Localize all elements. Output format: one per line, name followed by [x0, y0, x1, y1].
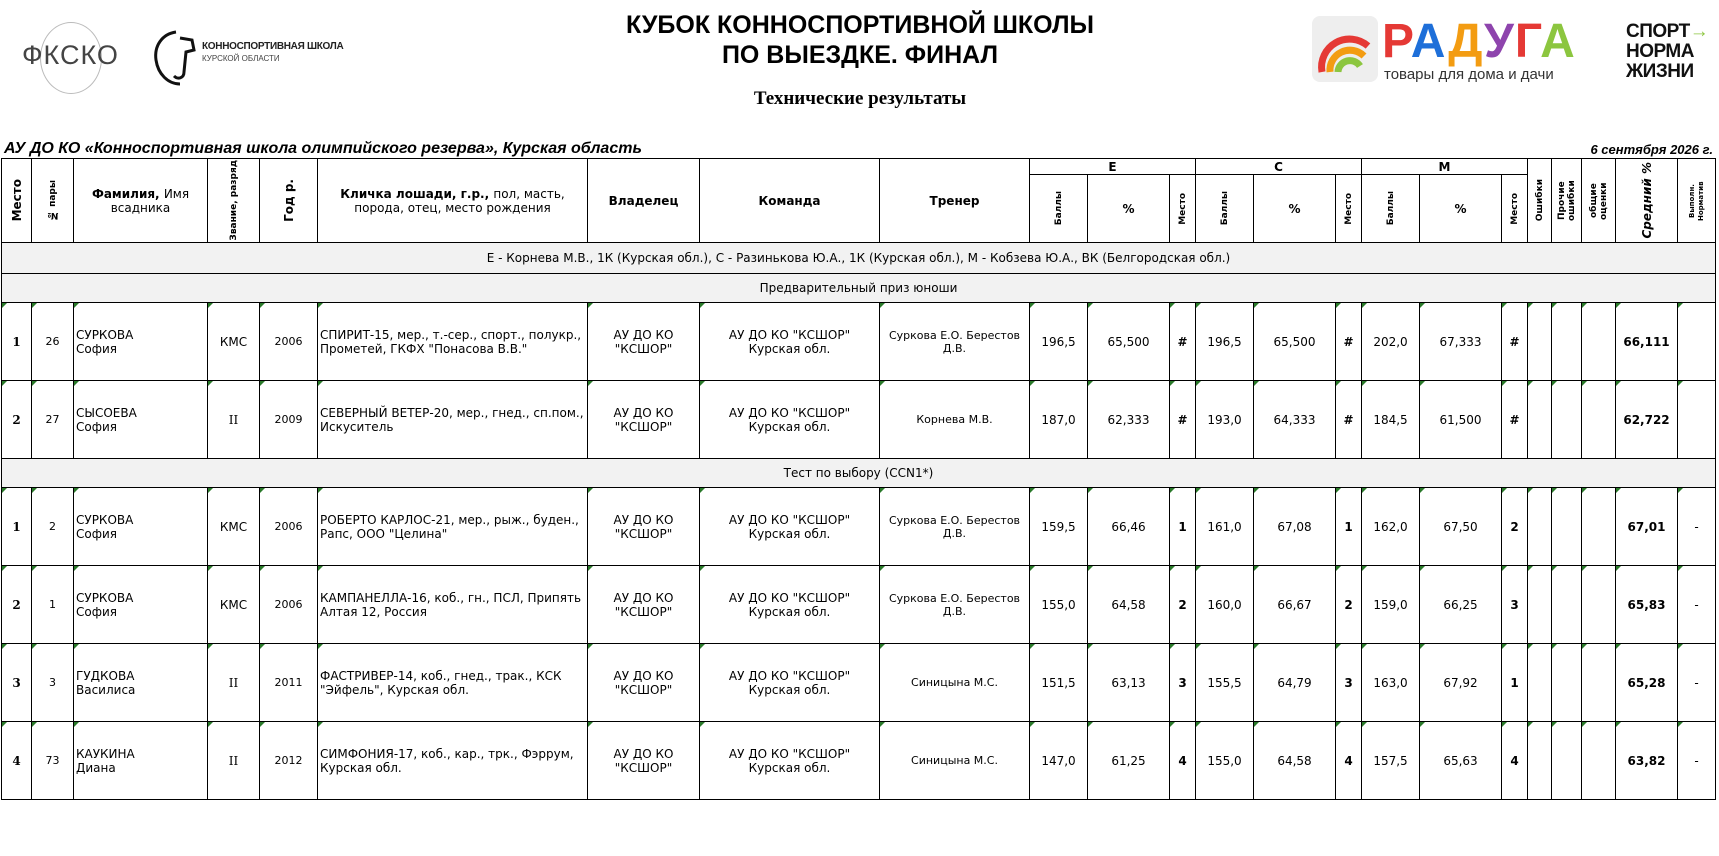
cell-team: АУ ДО КО "КСШОР" Курская обл.: [700, 644, 880, 722]
raduga-logo: [1312, 16, 1602, 86]
cell-c-points: 155,5: [1196, 644, 1254, 722]
cell-m-percent: 61,500: [1420, 381, 1502, 459]
cell-year: 2006: [260, 488, 318, 566]
fksko-logo: [22, 22, 132, 92]
cell-e-place: 1: [1170, 488, 1196, 566]
rider-name: София: [76, 341, 117, 356]
cell-year: 2006: [260, 566, 318, 644]
title-line-2: ПО ВЫЕЗДКЕ. ФИНАЛ: [721, 41, 999, 69]
rider-surname: КАУКИНА: [76, 746, 135, 761]
cell-m-percent: 67,92: [1420, 644, 1502, 722]
cell-other-errors: [1552, 644, 1582, 722]
cell-e-percent: 66,46: [1088, 488, 1170, 566]
cell-m-place: 4: [1502, 722, 1528, 800]
cell-rider: [74, 722, 208, 800]
raduga-letter: У: [1484, 15, 1515, 68]
rider-name: София: [76, 526, 117, 541]
col-judge-c: С: [1196, 159, 1362, 175]
cell-team: АУ ДО КО "КСШОР" Курская обл.: [700, 381, 880, 459]
cell-norm: [1678, 303, 1716, 381]
results-table: [1, 158, 1716, 800]
cell-year: 2011: [260, 644, 318, 722]
cell-c-percent: 66,67: [1254, 566, 1336, 644]
col-judge-e: Е: [1030, 159, 1196, 175]
col-owner: Владелец: [588, 159, 700, 243]
cell-rank: II: [208, 381, 260, 459]
cell-horse: КАМПАНЕЛЛА-16, коб., гн., ПСЛ, Припять Алтая 12, Россия: [318, 566, 588, 644]
col-e-percent: %: [1088, 175, 1170, 243]
cell-year: 2006: [260, 303, 318, 381]
table-row: [2, 644, 1716, 722]
col-e-points: Баллы: [1030, 175, 1088, 243]
rider-surname: СУРКОВА: [76, 327, 134, 342]
sport-norma-logo: [1626, 21, 1709, 82]
cell-general-marks: [1582, 303, 1616, 381]
col-c-points: Баллы: [1196, 175, 1254, 243]
section-header-row: [2, 459, 1716, 488]
col-average: Средний %: [1616, 159, 1678, 243]
cell-other-errors: [1552, 722, 1582, 800]
rider-surname: СУРКОВА: [76, 512, 134, 527]
cell-e-points: 155,0: [1030, 566, 1088, 644]
cell-trainer: Синицына М.С.: [880, 722, 1030, 800]
cell-errors: [1528, 644, 1552, 722]
cell-place: 2: [2, 566, 32, 644]
cell-e-percent: 63,13: [1088, 644, 1170, 722]
cell-horse: РОБЕРТО КАРЛОС-21, мер., рыж., буден., Рапс, ООО "Целина": [318, 488, 588, 566]
cell-c-points: 155,0: [1196, 722, 1254, 800]
cell-general-marks: [1582, 644, 1616, 722]
col-rank: Звание, разряд: [208, 159, 260, 243]
cell-norm: -: [1678, 488, 1716, 566]
cell-norm: [1678, 381, 1716, 459]
cell-general-marks: [1582, 722, 1616, 800]
col-team: Команда: [700, 159, 880, 243]
cell-e-percent: 61,25: [1088, 722, 1170, 800]
cell-average: 63,82: [1616, 722, 1678, 800]
rider-surname: СЫСОЕВА: [76, 405, 137, 420]
cell-e-points: 147,0: [1030, 722, 1088, 800]
page-title: [560, 10, 1160, 70]
cell-norm: -: [1678, 644, 1716, 722]
raduga-tagline: товары для дома и дачи: [1384, 66, 1554, 83]
cell-c-percent: 64,79: [1254, 644, 1336, 722]
rider-surname: ГУДКОВА: [76, 668, 135, 683]
cell-other-errors: [1552, 566, 1582, 644]
organizer-line: АУ ДО КО «Конноспортивная школа олимпийского резерва», Курская область: [4, 140, 642, 157]
col-m-percent: %: [1420, 175, 1502, 243]
cell-average: 67,01: [1616, 488, 1678, 566]
cell-e-points: 196,5: [1030, 303, 1088, 381]
col-rider: Фамилия, Имя всадника: [74, 159, 208, 243]
cell-average: 65,83: [1616, 566, 1678, 644]
cell-other-errors: [1552, 303, 1582, 381]
cell-c-percent: 64,333: [1254, 381, 1336, 459]
cell-rank: КМС: [208, 488, 260, 566]
raduga-letter: А: [1410, 15, 1449, 68]
cell-errors: [1528, 303, 1552, 381]
col-m-place: Место: [1502, 175, 1528, 243]
competition-date: 6 сентября 2026 г.: [1590, 142, 1713, 157]
cell-general-marks: [1582, 566, 1616, 644]
horse-icon: [150, 28, 202, 88]
col-year: Год р.: [260, 159, 318, 243]
cell-c-points: 193,0: [1196, 381, 1254, 459]
cell-c-points: 196,5: [1196, 303, 1254, 381]
col-judge-m: М: [1362, 159, 1528, 175]
col-other-errors: Прочие ошибки: [1552, 159, 1582, 243]
cell-team: АУ ДО КО "КСШОР" Курская обл.: [700, 566, 880, 644]
cell-e-points: 159,5: [1030, 488, 1088, 566]
cell-average: 66,111: [1616, 303, 1678, 381]
cell-c-percent: 67,08: [1254, 488, 1336, 566]
cell-c-place: 3: [1336, 644, 1362, 722]
rider-name: София: [76, 604, 117, 619]
cell-general-marks: [1582, 381, 1616, 459]
cell-trainer: Корнева М.В.: [880, 381, 1030, 459]
cell-place: 1: [2, 488, 32, 566]
cell-team: АУ ДО КО "КСШОР" Курская обл.: [700, 303, 880, 381]
col-c-percent: %: [1254, 175, 1336, 243]
cell-rank: КМС: [208, 303, 260, 381]
cell-c-points: 160,0: [1196, 566, 1254, 644]
col-e-place: Место: [1170, 175, 1196, 243]
cell-m-points: 184,5: [1362, 381, 1420, 459]
raduga-letter: А: [1540, 15, 1576, 68]
col-trainer: Тренер: [880, 159, 1030, 243]
cell-m-points: 163,0: [1362, 644, 1420, 722]
rainbow-icon: [1312, 16, 1378, 82]
cell-owner: АУ ДО КО "КСШОР": [588, 722, 700, 800]
cell-average: 65,28: [1616, 644, 1678, 722]
raduga-wordmark-letters: [1382, 15, 1576, 68]
cell-e-percent: 65,500: [1088, 303, 1170, 381]
cell-owner: АУ ДО КО "КСШОР": [588, 644, 700, 722]
cell-m-percent: 65,63: [1420, 722, 1502, 800]
section-title: Тест по выбору (CCN1*): [2, 459, 1716, 488]
cell-year: 2009: [260, 381, 318, 459]
col-place: Место: [2, 159, 32, 243]
cell-errors: [1528, 381, 1552, 459]
cell-errors: [1528, 566, 1552, 644]
cell-c-percent: 64,58: [1254, 722, 1336, 800]
cell-place: 4: [2, 722, 32, 800]
table-row: [2, 566, 1716, 644]
cell-m-percent: 67,333: [1420, 303, 1502, 381]
cell-c-percent: 65,500: [1254, 303, 1336, 381]
cell-m-points: 159,0: [1362, 566, 1420, 644]
cell-average: 62,722: [1616, 381, 1678, 459]
raduga-letter: Г: [1514, 15, 1541, 68]
cell-c-place: 1: [1336, 488, 1362, 566]
section-title: Предварительный приз юноши: [2, 274, 1716, 303]
cell-m-points: 162,0: [1362, 488, 1420, 566]
cell-norm: -: [1678, 566, 1716, 644]
cell-m-place: 1: [1502, 644, 1528, 722]
cell-e-place: 4: [1170, 722, 1196, 800]
cell-rank: II: [208, 644, 260, 722]
cell-c-points: 161,0: [1196, 488, 1254, 566]
cell-other-errors: [1552, 381, 1582, 459]
cell-horse: СЕВЕРНЫЙ ВЕТЕР-20, мер., гнед., сп.пом., Искуситель: [318, 381, 588, 459]
cell-e-place: #: [1170, 381, 1196, 459]
cell-m-place: #: [1502, 303, 1528, 381]
cell-e-place: 2: [1170, 566, 1196, 644]
cell-rider: [74, 644, 208, 722]
col-m-points: Баллы: [1362, 175, 1420, 243]
cell-horse: СПИРИТ-15, мер., т.-сер., спорт., полукр., Прометей, ГКФХ "Понасова В.В.": [318, 303, 588, 381]
judges-line: Е - Корнева М.В., 1К (Курская обл.), С - Разинькова Ю.А., 1К (Курская обл.), М - Кобзева Ю.А., ВК (Белгородская обл.): [2, 243, 1716, 274]
rider-name: Диана: [76, 760, 116, 775]
raduga-letter: Р: [1382, 15, 1411, 68]
school-logo-line1: КОННОСПОРТИВНАЯ ШКОЛА: [202, 41, 344, 52]
col-errors: Ошибки: [1528, 159, 1552, 243]
cell-pair: 1: [32, 566, 74, 644]
rider-surname: СУРКОВА: [76, 590, 134, 605]
fksko-logo-text: ФКСКО: [22, 40, 119, 70]
cell-horse: СИМФОНИЯ-17, коб., кар., трк., Фэррум, Курская обл.: [318, 722, 588, 800]
cell-e-points: 151,5: [1030, 644, 1088, 722]
cell-place: 2: [2, 381, 32, 459]
col-horse: Кличка лошади, г.р., пол, масть, порода, отец, место рождения: [318, 159, 588, 243]
cell-m-place: #: [1502, 381, 1528, 459]
col-general-marks: общие оценки: [1582, 159, 1616, 243]
cell-c-place: 2: [1336, 566, 1362, 644]
cell-place: 3: [2, 644, 32, 722]
cell-m-place: 3: [1502, 566, 1528, 644]
cell-e-percent: 62,333: [1088, 381, 1170, 459]
col-norm: Выполн. Норматив: [1678, 159, 1716, 243]
col-pair-no: № пары: [32, 159, 74, 243]
section-header-row: [2, 274, 1716, 303]
cell-owner: АУ ДО КО "КСШОР": [588, 566, 700, 644]
cell-rider: [74, 566, 208, 644]
cell-pair: 27: [32, 381, 74, 459]
cell-rider: [74, 488, 208, 566]
cell-pair: 26: [32, 303, 74, 381]
cell-errors: [1528, 722, 1552, 800]
table-row: [2, 488, 1716, 566]
title-line-1: КУБОК КОННОСПОРТИВНОЙ ШКОЛЫ: [625, 11, 1095, 39]
cell-rider: [74, 303, 208, 381]
cell-e-place: 3: [1170, 644, 1196, 722]
table-row: [2, 722, 1716, 800]
rider-name: София: [76, 419, 117, 434]
cell-trainer: Суркова Е.О. Берестов Д.В.: [880, 566, 1030, 644]
raduga-wordmark: [1382, 15, 1576, 68]
raduga-letter: Д: [1448, 15, 1485, 68]
cell-owner: АУ ДО КО "КСШОР": [588, 488, 700, 566]
page-subtitle: Технические результаты: [753, 88, 967, 109]
cell-m-percent: 66,25: [1420, 566, 1502, 644]
cell-pair: 3: [32, 644, 74, 722]
cell-general-marks: [1582, 488, 1616, 566]
cell-horse: ФАСТРИВЕР-14, коб., гнед., трак., КСК "Эйфель", Курская обл.: [318, 644, 588, 722]
cell-pair: 73: [32, 722, 74, 800]
cell-other-errors: [1552, 488, 1582, 566]
col-c-place: Место: [1336, 175, 1362, 243]
cell-m-place: 2: [1502, 488, 1528, 566]
table-row: [2, 381, 1716, 459]
cell-team: АУ ДО КО "КСШОР" Курская обл.: [700, 488, 880, 566]
rider-name: Василиса: [76, 682, 136, 697]
sport-logo-line1: СПОРТ→: [1626, 21, 1709, 42]
cell-trainer: Суркова Е.О. Берестов Д.В.: [880, 488, 1030, 566]
cell-c-place: #: [1336, 381, 1362, 459]
cell-team: АУ ДО КО "КСШОР" Курская обл.: [700, 722, 880, 800]
cell-e-percent: 64,58: [1088, 566, 1170, 644]
cell-year: 2012: [260, 722, 318, 800]
sport-logo-line2: НОРМА: [1626, 41, 1694, 62]
equestrian-school-logo: [150, 28, 344, 90]
cell-c-place: #: [1336, 303, 1362, 381]
school-logo-line2: КУРСКОЙ ОБЛАСТИ: [202, 54, 280, 63]
cell-c-place: 4: [1336, 722, 1362, 800]
cell-owner: АУ ДО КО "КСШОР": [588, 303, 700, 381]
cell-place: 1: [2, 303, 32, 381]
cell-trainer: Синицына М.С.: [880, 644, 1030, 722]
cell-errors: [1528, 488, 1552, 566]
cell-e-points: 187,0: [1030, 381, 1088, 459]
document-header: [0, 0, 1719, 157]
cell-trainer: Суркова Е.О. Берестов Д.В.: [880, 303, 1030, 381]
table-row: [2, 303, 1716, 381]
cell-m-percent: 67,50: [1420, 488, 1502, 566]
cell-norm: -: [1678, 722, 1716, 800]
sport-logo-line3: ЖИЗНИ: [1626, 61, 1694, 82]
cell-rank: II: [208, 722, 260, 800]
cell-m-points: 157,5: [1362, 722, 1420, 800]
cell-owner: АУ ДО КО "КСШОР": [588, 381, 700, 459]
cell-rider: [74, 381, 208, 459]
cell-m-points: 202,0: [1362, 303, 1420, 381]
cell-rank: КМС: [208, 566, 260, 644]
cell-e-place: #: [1170, 303, 1196, 381]
cell-pair: 2: [32, 488, 74, 566]
